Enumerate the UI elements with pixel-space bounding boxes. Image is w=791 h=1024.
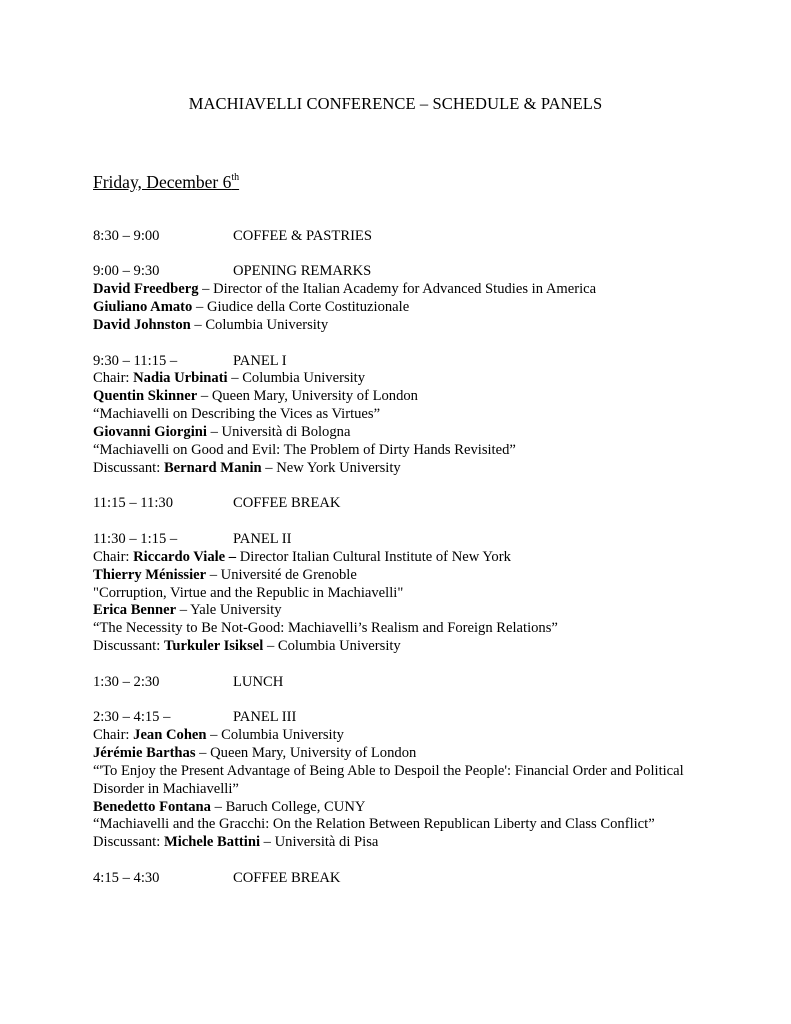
speaker-affiliation: – Director of the Italian Academy for Advanced Studies in America (198, 281, 597, 298)
speaker-affiliation: – Queen Mary, University of London (197, 388, 418, 405)
speaker-name: David Johnston (93, 317, 191, 334)
discussant-affiliation: – Università di Pisa (260, 834, 379, 851)
speaker-name: Erica Benner (93, 602, 177, 619)
day-label: Friday, December 6 (93, 172, 232, 192)
speaker-name: Quentin Skinner (93, 388, 198, 405)
chair-line (93, 370, 733, 388)
paper-title: “'To Enjoy the Present Advantage of Being Able to Despoil the People': Financial Order and Political Disorder in Machiavelli” (93, 762, 684, 797)
discussant-line (93, 638, 733, 656)
speaker-line (93, 602, 733, 620)
speaker-affiliation: – Giudice della Corte Costituzionale (192, 299, 410, 316)
chair-line (93, 549, 733, 567)
chair-prefix: Chair: (93, 548, 134, 565)
chair-name: Riccardo Viale – (133, 548, 237, 565)
speaker-line (93, 388, 733, 406)
paper-title: “The Necessity to Be Not-Good: Machiavelli’s Realism and Foreign Relations” (93, 620, 558, 637)
session-title: COFFEE BREAK (233, 869, 341, 886)
session-time: 11:15 – 11:30 (93, 495, 173, 512)
discussant-affiliation: – New York University (261, 459, 401, 476)
discussant-name: Michele Battini (163, 834, 261, 851)
speaker-line (93, 424, 733, 442)
speaker-affiliation: – Yale University (176, 602, 282, 619)
session-title: PANEL I (233, 352, 287, 369)
day-ordinal-suffix: th (231, 172, 240, 183)
paper-title: “Machiavelli and the Gracchi: On the Relation Between Republican Liberty and Class Conflict” (93, 816, 655, 833)
chair-prefix: Chair: (93, 370, 134, 387)
discussant-line (93, 834, 733, 852)
chair-affiliation: – Columbia University (227, 370, 366, 387)
chair-name: Nadia Urbinati (133, 370, 228, 387)
session-title: PANEL II (233, 530, 292, 547)
session-time: 11:30 – 1:15 – (93, 530, 178, 547)
session-title: COFFEE & PASTRIES (233, 228, 372, 244)
discussant-prefix: Discussant: (93, 459, 164, 476)
speaker-name: Giuliano Amato (93, 299, 193, 316)
session-coffee-break (93, 495, 733, 513)
session-time: 4:15 – 4:30 (93, 869, 160, 886)
session-title: COFFEE BREAK (233, 495, 341, 512)
speaker-name: Jérémie Barthas (93, 744, 196, 761)
session-time: 2:30 – 4:15 – (93, 709, 171, 726)
paper-title: “Machiavelli on Describing the Vices as Virtues” (93, 406, 381, 423)
session-time: 1:30 – 2:30 (93, 673, 160, 690)
session-panel-2 (93, 531, 733, 656)
session-time: 8:30 – 9:00 (93, 228, 160, 244)
discussant-line (93, 460, 733, 478)
speaker-line (93, 567, 733, 585)
session-panel-1 (93, 353, 733, 478)
speaker-name: David Freedberg (93, 281, 199, 298)
session-time: 9:00 – 9:30 (93, 263, 160, 280)
session-time: 9:30 – 11:15 – (93, 352, 178, 369)
session-lunch (93, 674, 733, 692)
speaker-name: Benedetto Fontana (93, 798, 211, 815)
speaker-line (93, 299, 733, 317)
speaker-line (93, 799, 733, 817)
speaker-line (93, 745, 733, 763)
schedule (93, 228, 733, 905)
session-title: PANEL III (233, 709, 297, 726)
session-coffee-break-2 (93, 870, 733, 888)
discussant-name: Bernard Manin (163, 459, 262, 476)
chair-prefix: Chair: (93, 726, 134, 743)
page-title: MACHIAVELLI CONFERENCE – SCHEDULE & PANELS (188, 94, 603, 113)
session-title: OPENING REMARKS (233, 263, 372, 280)
speaker-name: Giovanni Giorgini (93, 424, 207, 441)
session-coffee-pastries (93, 228, 733, 246)
speaker-affiliation: – Université de Grenoble (206, 566, 357, 583)
chair-affiliation: Director Italian Cultural Institute of New York (236, 548, 511, 565)
paper-title: “Machiavelli on Good and Evil: The Problem of Dirty Hands Revisited” (93, 442, 516, 459)
discussant-prefix: Discussant: (93, 638, 164, 655)
speaker-name: Thierry Ménissier (93, 566, 207, 583)
speaker-affiliation: – Columbia University (190, 317, 329, 334)
chair-line (93, 727, 733, 745)
paper-title: "Corruption, Virtue and the Republic in Machiavelli" (93, 584, 404, 601)
session-opening-remarks (93, 263, 733, 335)
discussant-affiliation: – Columbia University (263, 638, 401, 655)
discussant-prefix: Discussant: (93, 834, 164, 851)
speaker-affiliation: – Queen Mary, University of London (195, 744, 417, 761)
speaker-affiliation: – Baruch College, CUNY (210, 798, 366, 815)
chair-affiliation: – Columbia University (206, 726, 344, 743)
discussant-name: Turkuler Isiksel (163, 638, 264, 655)
speaker-line (93, 281, 733, 299)
speaker-affiliation: – Università di Bologna (206, 424, 351, 441)
session-panel-3 (93, 709, 733, 852)
session-title: LUNCH (233, 673, 284, 690)
day-heading (93, 172, 239, 193)
chair-name: Jean Cohen (133, 726, 207, 743)
speaker-line (93, 317, 733, 335)
